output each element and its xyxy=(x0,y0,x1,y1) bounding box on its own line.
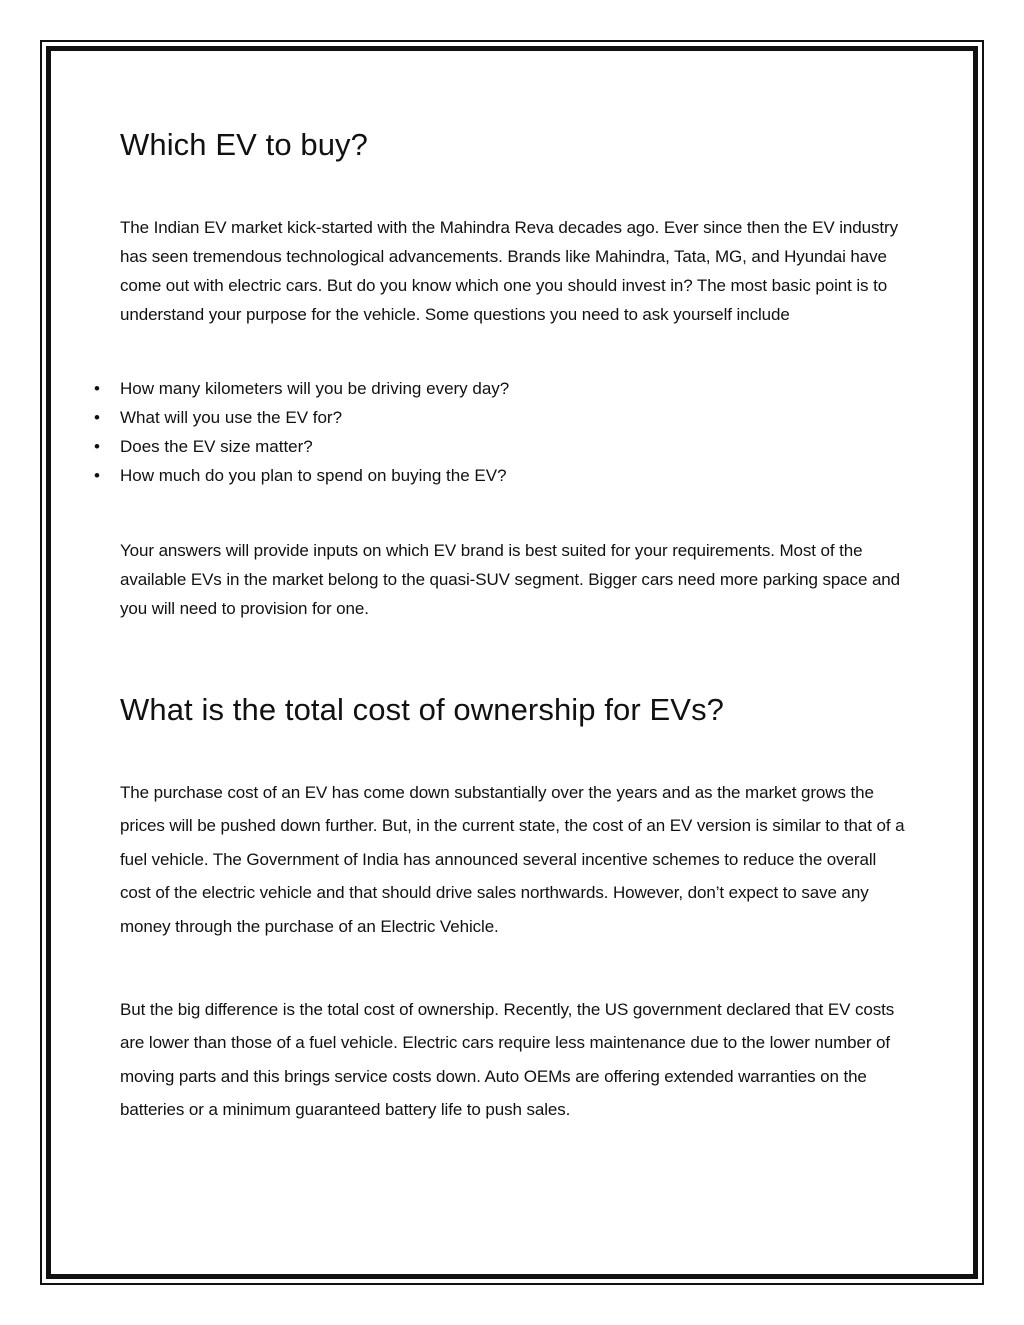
bullet-icon: • xyxy=(94,437,100,456)
heading-which-ev-to-buy: Which EV to buy? xyxy=(120,127,368,162)
list-item xyxy=(92,461,509,490)
conclusion-paragraph: Your answers will provide inputs on which EV brand is best suited for your requirements. Most of the available EVs in the market belong to the quasi-SUV segment. Bigger cars need more parking space and you will need to provision for one. xyxy=(120,541,901,618)
list-item-text: How much do you plan to spend on buying the EV? xyxy=(120,466,507,485)
list-item xyxy=(92,403,509,432)
intro-paragraph: The Indian EV market kick-started with the Mahindra Reva decades ago. Ever since then the EV industry has seen tremendous technological advancements. Brands like Mahindra, Tata, MG, and Hyundai have come out with electric cars. But do you know which one you should invest in? The most basic point is to understand your purpose for the vehicle. Some questions you need to ask yourself include xyxy=(120,218,898,324)
list-item-text: How many kilometers will you be driving every day? xyxy=(120,379,510,398)
list-item xyxy=(92,432,509,461)
bullet-icon: • xyxy=(94,408,100,427)
purchase-cost-paragraph: The purchase cost of an EV has come down substantially over the years and as the market grows the prices will be pushed down further. But, in the current state, the cost of an EV version is similar to that of a fuel vehicle. The Government of India has announced several incentive schemes to reduce the overall cost of the electric vehicle and that should drive sales northwards. However, don’t expect to save any money through the purchase of an Electric Vehicle. xyxy=(120,783,905,936)
ownership-cost-paragraph: But the big difference is the total cost of ownership. Recently, the US government declared that EV costs are lower than those of a fuel vehicle. Electric cars require less maintenance due to the lower number of moving parts and this brings service costs down. Auto OEMs are offering extended warranties on the batteries or a minimum guaranteed battery life to push sales. xyxy=(120,1000,895,1120)
bullet-icon: • xyxy=(94,379,100,398)
questions-list xyxy=(92,374,509,490)
list-item-text: What will you use the EV for? xyxy=(120,408,343,427)
list-item-text: Does the EV size matter? xyxy=(120,437,313,456)
bullet-icon: • xyxy=(94,466,100,485)
heading-total-cost-of-ownership: What is the total cost of ownership for EVs? xyxy=(120,692,725,727)
list-item xyxy=(92,374,509,403)
